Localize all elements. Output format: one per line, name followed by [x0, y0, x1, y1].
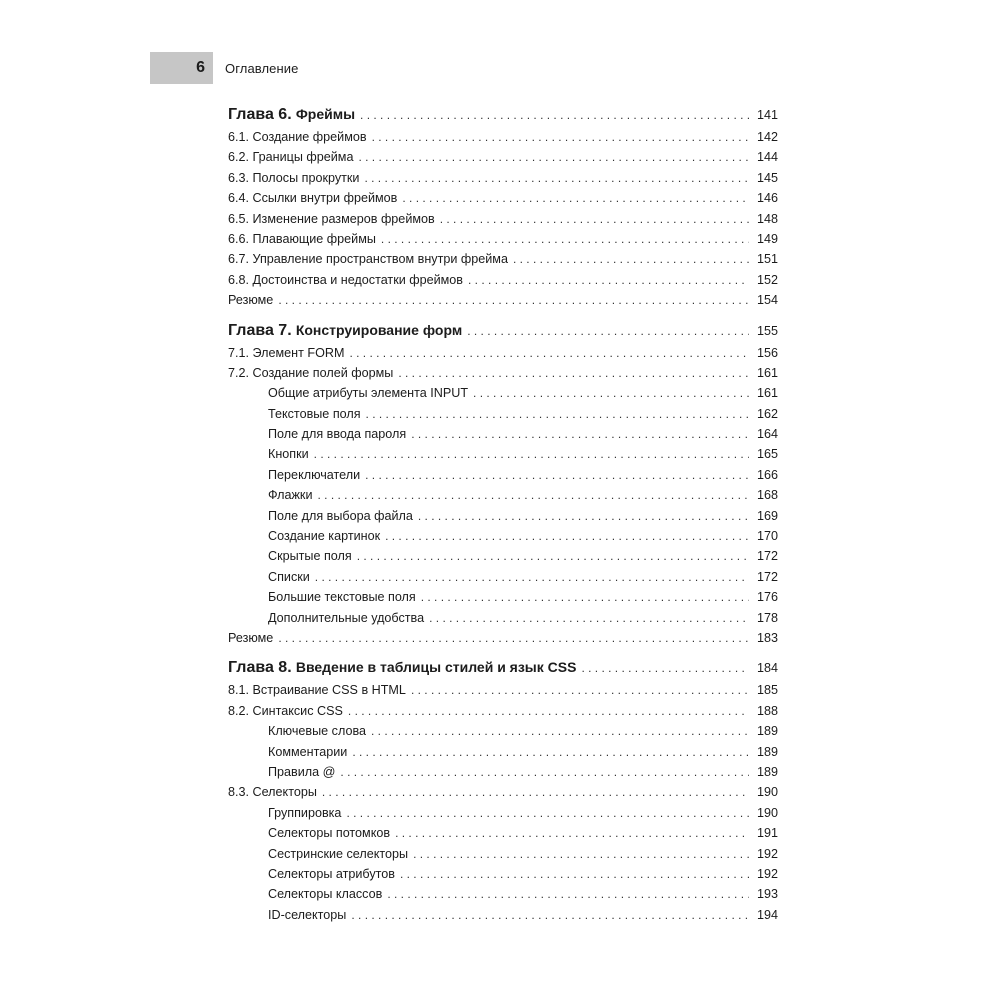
- dot-leader: [358, 147, 749, 167]
- toc-section-entry: [228, 168, 778, 188]
- toc-page-number: 188: [756, 703, 778, 718]
- toc-subsection-entry: [228, 884, 778, 904]
- toc-subsection-entry: [228, 864, 778, 884]
- toc-subsection-entry: [228, 762, 778, 782]
- page-number: 6: [196, 59, 205, 76]
- dot-leader: [365, 465, 749, 485]
- toc-page-number: 144: [756, 150, 778, 165]
- toc-entry-label: Селекторы потомков: [268, 826, 391, 841]
- dot-leader: [317, 485, 749, 505]
- toc-page-number: 141: [756, 108, 778, 122]
- toc-entry-label: Ключевые слова: [268, 724, 367, 739]
- toc-page-number: 190: [756, 785, 778, 800]
- toc-entry-label: 6.6. Плавающие фреймы: [228, 231, 376, 246]
- toc-entry-label: Группировка: [268, 805, 342, 820]
- dot-leader: [413, 844, 749, 864]
- toc-subsection-entry: [228, 905, 778, 925]
- toc-subsection-entry: [228, 383, 778, 403]
- dot-leader: [372, 127, 749, 147]
- toc-subsection-entry: [228, 444, 778, 464]
- dot-leader: [371, 721, 749, 741]
- running-head-title: Оглавление: [225, 60, 299, 76]
- toc-subsection-entry: [228, 404, 778, 424]
- toc-entry-label: Комментарии: [268, 744, 348, 759]
- toc-entry-label: Кнопки: [268, 447, 309, 462]
- dot-leader: [314, 444, 749, 464]
- toc-page-number: 152: [756, 272, 778, 287]
- toc-page-number: 161: [756, 386, 778, 401]
- toc-page-number: 191: [756, 826, 778, 841]
- toc-section-entry: [228, 628, 778, 648]
- dot-leader: [351, 905, 749, 925]
- dot-leader: [411, 424, 749, 444]
- dot-leader: [348, 701, 749, 721]
- toc-subsection-entry: [228, 506, 778, 526]
- toc-entry-label: Списки: [268, 569, 310, 584]
- dot-leader: [395, 823, 749, 843]
- chapter-title: Конструирование форм: [295, 321, 463, 338]
- toc-page-number: 155: [756, 323, 778, 338]
- toc-entry-label: Селекторы атрибутов: [268, 866, 395, 881]
- toc-chapter-entry: [228, 655, 778, 680]
- dot-leader: [360, 103, 749, 128]
- toc-page-number: 189: [756, 724, 778, 739]
- toc-section-entry: [228, 680, 778, 700]
- toc-section-entry: [228, 290, 778, 310]
- toc-section-entry: [228, 343, 778, 363]
- dot-leader: [411, 680, 749, 700]
- toc-entry-label: 8.2. Синтаксис CSS: [228, 703, 343, 718]
- dot-leader: [349, 343, 749, 363]
- toc-page-number: 169: [756, 508, 778, 523]
- toc-page-number: 176: [756, 590, 778, 605]
- chapter-prefix: Глава 7.: [228, 321, 292, 339]
- dot-leader: [513, 249, 749, 269]
- toc-page-number: 145: [756, 170, 778, 185]
- toc-entry-label: Сестринские селекторы: [268, 846, 409, 861]
- toc-page-number: 148: [756, 211, 778, 226]
- dot-leader: [352, 742, 749, 762]
- chapter-title: Фреймы: [295, 106, 356, 122]
- toc-entry-label: 7.1. Элемент FORM: [228, 345, 345, 360]
- dot-leader: [366, 404, 749, 424]
- dot-leader: [278, 290, 749, 310]
- toc-subsection-entry: [228, 424, 778, 444]
- toc-page-number: 178: [756, 610, 778, 625]
- dot-leader: [440, 209, 749, 229]
- toc-entry-label: 6.5. Изменение размеров фреймов: [228, 211, 435, 226]
- toc-subsection-entry: [228, 721, 778, 741]
- dot-leader: [467, 319, 749, 344]
- dot-leader: [322, 782, 749, 802]
- toc-entry-label: 6.8. Достоинства и недостатки фреймов: [228, 272, 464, 287]
- toc-page-number: 149: [756, 231, 778, 246]
- toc-entry-label: [228, 318, 462, 343]
- toc-entry-label: 6.1. Создание фреймов: [228, 130, 367, 144]
- toc-page-number: 168: [756, 488, 778, 503]
- toc-page-number: 142: [756, 130, 778, 144]
- dot-leader: [468, 270, 749, 290]
- dot-leader: [357, 546, 749, 566]
- toc-section-entry: [228, 249, 778, 269]
- toc-page-number: 189: [756, 764, 778, 779]
- toc-section-entry: [228, 209, 778, 229]
- toc-page-number: 162: [756, 406, 778, 421]
- toc-entry-label: 6.2. Границы фрейма: [228, 150, 354, 165]
- dot-leader: [381, 229, 749, 249]
- toc-subsection-entry: [228, 742, 778, 762]
- toc-section-entry: [228, 782, 778, 802]
- dot-leader: [346, 803, 749, 823]
- toc-entry-label: Дополнительные удобства: [268, 610, 425, 625]
- toc-subsection-entry: [228, 567, 778, 587]
- toc-entry-label: 8.3. Селекторы: [228, 785, 317, 800]
- toc-entry-label: 6.7. Управление пространством внутри фрейма: [228, 252, 508, 267]
- dot-leader: [418, 506, 749, 526]
- toc-page-number: 189: [756, 744, 778, 759]
- page-number-box: [150, 52, 213, 84]
- toc-section-entry: [228, 363, 778, 383]
- toc-entry-label: Селекторы классов: [268, 887, 383, 902]
- toc-entry-label: Поле для ввода пароля: [268, 427, 407, 442]
- toc-section-entry: [228, 701, 778, 721]
- toc-subsection-entry: [228, 546, 778, 566]
- dot-leader: [387, 884, 749, 904]
- toc-section-entry: [228, 229, 778, 249]
- toc-page-number: 185: [756, 683, 778, 698]
- toc-page-number: 192: [756, 846, 778, 861]
- toc-subsection-entry: [228, 844, 778, 864]
- toc-entry-label: 6.3. Полосы прокрутки: [228, 170, 360, 185]
- toc-entry-label: Резюме: [228, 293, 274, 308]
- toc-subsection-entry: [228, 823, 778, 843]
- toc-subsection-entry: [228, 608, 778, 628]
- chapter-title: Введение в таблицы стилей и язык CSS: [295, 659, 577, 676]
- toc-entry-label: 8.1. Встраивание CSS в HTML: [228, 683, 406, 698]
- toc-chapter-entry: [228, 102, 778, 127]
- toc-page-number: 165: [756, 447, 778, 462]
- toc-page-number: 151: [756, 252, 778, 267]
- toc-entry-label: 6.4. Ссылки внутри фреймов: [228, 191, 398, 206]
- toc-page-number: 164: [756, 427, 778, 442]
- toc-page-number: 166: [756, 467, 778, 482]
- toc-page-number: 192: [756, 866, 778, 881]
- chapter-prefix: Глава 8.: [228, 659, 292, 677]
- dot-leader: [402, 188, 749, 208]
- dot-leader: [398, 363, 749, 383]
- toc-subsection-entry: [228, 526, 778, 546]
- toc-page-number: 170: [756, 529, 778, 544]
- toc-page-number: 183: [756, 630, 778, 645]
- toc-page-number: 194: [756, 907, 778, 922]
- dot-leader: [315, 567, 749, 587]
- toc-entry-label: Резюме: [228, 630, 274, 645]
- dot-leader: [385, 526, 749, 546]
- toc-entry-label: [228, 102, 355, 127]
- dot-leader: [278, 628, 749, 648]
- toc-page-number: 172: [756, 569, 778, 584]
- toc-page-number: 190: [756, 805, 778, 820]
- toc-entry-label: Скрытые поля: [268, 549, 352, 564]
- toc-page-number: 172: [756, 549, 778, 564]
- dot-leader: [581, 656, 749, 681]
- toc-page-number: 146: [756, 191, 778, 206]
- dot-leader: [473, 383, 749, 403]
- toc-page-number: 154: [756, 293, 778, 308]
- toc-section-entry: [228, 147, 778, 167]
- toc-page-number: 161: [756, 365, 778, 380]
- chapter-prefix: Глава 6.: [228, 106, 292, 123]
- toc-entry-label: 7.2. Создание полей формы: [228, 365, 394, 380]
- toc-section-entry: [228, 270, 778, 290]
- toc-section-entry: [228, 127, 778, 147]
- toc-entry-label: Поле для выбора файла: [268, 508, 413, 523]
- toc-entry-label: Правила @: [268, 764, 336, 779]
- toc-page-number: 184: [756, 661, 778, 676]
- toc-subsection-entry: [228, 465, 778, 485]
- toc-chapter-entry: [228, 318, 778, 343]
- toc-entry-label: Общие атрибуты элемента INPUT: [268, 386, 469, 401]
- dot-leader: [400, 864, 749, 884]
- toc-entry-label: Флажки: [268, 488, 313, 503]
- toc-page-number: 193: [756, 887, 778, 902]
- toc-entry-label: Создание картинок: [268, 529, 381, 544]
- toc-page-number: 156: [756, 345, 778, 360]
- dot-leader: [421, 587, 749, 607]
- toc-subsection-entry: [228, 587, 778, 607]
- toc-entry-label: [228, 655, 576, 680]
- page-header: [150, 52, 298, 84]
- toc-entry-label: Текстовые поля: [268, 406, 361, 421]
- toc-entry-label: Переключатели: [268, 467, 361, 482]
- toc-subsection-entry: [228, 485, 778, 505]
- toc-section-entry: [228, 188, 778, 208]
- toc-entry-label: ID-селекторы: [268, 907, 347, 922]
- table-of-contents: [228, 102, 778, 925]
- toc-subsection-entry: [228, 803, 778, 823]
- dot-leader: [364, 168, 749, 188]
- dot-leader: [429, 608, 749, 628]
- dot-leader: [340, 762, 749, 782]
- toc-entry-label: Большие текстовые поля: [268, 590, 416, 605]
